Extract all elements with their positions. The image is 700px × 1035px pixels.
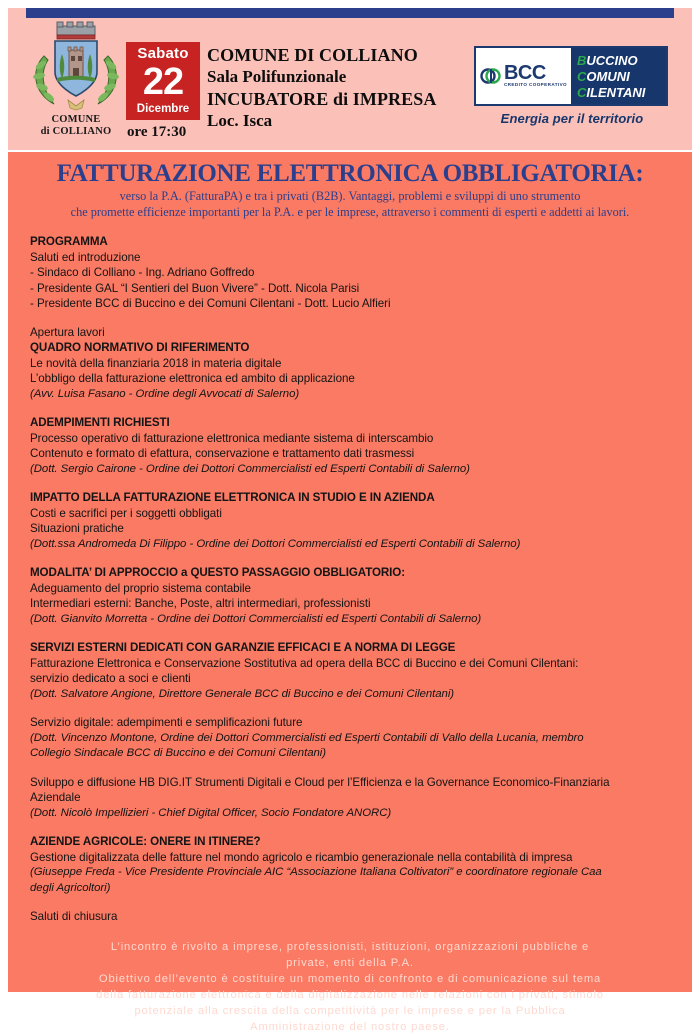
section-line: Le novità della finanziaria 2018 in materia digitale [30,356,282,370]
footer-blurb [8,939,692,1035]
section-heading: IMPATTO DELLA FATTURAZIONE ELETTRONICA IN STUDIO E IN AZIENDA [30,491,435,504]
date-month: Dicembre [136,103,190,115]
poster-header [8,8,692,150]
comune-caption [24,114,128,138]
comune-caption-line1: COMUNE [51,114,101,125]
title-zone [8,152,692,220]
section-speaker: (Dott. Nicolò Impellizieri - Chief Digital Officer, Socio Fondatore ANORC) [30,806,392,819]
sponsor-name-line1: BUCCINO [577,53,638,68]
spacer [30,627,670,640]
section-speaker: (Giuseppe Freda - Vice Presidente Provinciale AIC “Associazione Italiana Coltivatori” e coordinatore regionale Caa [30,866,602,878]
section-heading: MODALITA’ DI APPROCCIO a QUESTO PASSAGGIO OBBLIGATORIO: [30,566,405,579]
section-heading: SERVIZI ESTERNI DEDICATI CON GARANZIE EFFICACI E A NORMA DI LEGGE [30,641,456,654]
spacer [30,312,670,325]
greeting-item: - Sindaco di Colliano - Ing. Adriano Goffredo [30,266,255,279]
venue-line-3: INCUBATORE di IMPRESA [207,89,437,109]
section-speaker: (Dott. Salvatore Angione, Direttore Generale BCC di Buccino e dei Comuni Cilentani) [30,687,455,700]
footer-line: della fatturazione elettronica e della digitalizzazione nelle relazioni con i privati, stimolo [96,988,604,1001]
section-line: Fatturazione Elettronica e Conservazione Sostitutiva ad opera della BCC di Buccino e dei Comuni Cilentani: [30,656,579,670]
venue-line-4: Loc. Isca [207,111,273,130]
greeting-item: - Presidente BCC di Buccino e dei Comuni Cilentani - Dott. Lucio Alfieri [30,297,391,310]
spacer [30,552,670,565]
bcc-wordmark: BCC [503,62,546,84]
date-day-number: 22 [142,61,184,103]
section-line: Servizio digitale: adempimenti e semplificazioni future [30,716,303,729]
section-line: Contenuto e formato di efattura, conservazione e trattamento dati trasmessi [30,447,415,460]
venue-line-2: Sala Polifunzionale [207,67,347,86]
venue-block [207,44,467,132]
section-speaker: Collegio Sindacale BCC di Buccino e dei Comuni Cilentani) [30,747,326,759]
page-title: FATTURAZIONE ELETTRONICA OBBLIGATORIA: [56,160,644,187]
colliano-coat-of-arms-icon [24,20,128,114]
sponsor-logo-bcc [474,46,670,126]
spacer [30,477,670,490]
date-day-of-week: Sabato [137,45,189,62]
poster-body [8,152,692,1033]
footer-line: Amministrazione del nostro paese. [250,1020,450,1033]
sponsor-logo-box [474,46,668,106]
section-speaker: (Dott.ssa Andromeda Di Filippo - Ordine dei Dottori Commercialisti ed Esperti Contabili di Salerno) [30,537,521,550]
section-line: Gestione digitalizzata delle fatture nel mondo agricolo e ricambio generazionale nella contabilità di impresa [30,850,573,864]
section-heading: ADEMPIMENTI RICHIESTI [30,416,170,429]
section-speaker: (Dott. Gianvito Morretta - Ordine dei Dottori Commercialisti ed Esperti Contabili di Salerno) [30,612,482,625]
subtitle-line-2: che promette efficienze importanti per la P.A. e per le imprese, attraverso i commenti di esperti e addetti ai lavori. [70,205,630,219]
comune-caption-line2: di COLLIANO [40,126,112,137]
section-line: Sviluppo e diffusione HB DIG.IT Strumenti Digitali e Cloud per l’Efficienza e la Governance Economico-Finanziaria [30,775,610,789]
section-line: Intermediari esterni: Banche, Poste, altri intermediari, professionisti [30,597,371,610]
footer-line: potenziale alla crescita della competitività per le imprese e per la Pubblica [134,1004,566,1017]
section-line: servizio dedicato a soci e clienti [30,672,191,685]
sponsor-name-area [571,48,666,104]
section-line: Processo operativo di fatturazione elettronica mediante sistema di interscambio [30,431,434,445]
spacer [30,821,670,834]
program-opening-label: Apertura lavori [30,325,105,339]
section-line: Adeguamento del proprio sistema contabile [30,581,251,595]
footer-line: L’incontro è rivolto a imprese, professionisti, istituzioni, organizzazioni pubbliche e [110,940,590,953]
program-heading: PROGRAMMA [30,235,108,248]
section-line: Situazioni pratiche [30,522,124,535]
sponsor-name-line2: COMUNI [577,69,630,84]
bcc-emblem-icon [480,64,567,88]
section-heading: QUADRO NORMATIVO DI RIFERIMENTO [30,341,250,354]
event-time: ore 17:30 [127,124,187,140]
greeting-item: - Presidente GAL “I Sentieri del Buon Vivere” - Dott. Nicola Parisi [30,281,360,295]
footer-line: private, enti della P.A. [286,956,414,969]
comune-logo [24,20,128,148]
venue-line-1: COMUNE DI COLLIANO [207,45,418,65]
sponsor-name-line3: CILENTANI [577,85,646,100]
section-line: Costi e sacrifici per i soggetti obbligati [30,506,222,520]
section-speaker: (Dott. Vincenzo Montone, Ordine dei Dottori Commercialisti ed Esperti Contabili di Vallo della Lucania, membro [30,731,584,744]
section-line: L’obbligo della fatturazione elettronica ed ambito di applicazione [30,372,355,385]
subtitle-line-1: verso la P.A. (FatturaPA) e tra i privati (B2B). Vantaggi, problemi e sviluppi di uno strumento [119,189,581,203]
date-badge [126,42,200,120]
bcc-mark-area [476,48,571,104]
header-accent-bar [26,8,674,18]
section-speaker: (Avv. Luisa Fasano - Ordine degli Avvocati di Salerno) [30,387,300,400]
spacer [30,896,670,909]
program-intro-label: Saluti ed introduzione [30,250,141,264]
section-heading: AZIENDE AGRICOLE: ONERE IN ITINERE? [30,835,261,848]
section-speaker: (Dott. Sergio Cairone - Ordine dei Dottori Commercialisti ed Esperti Contabili di Salerno) [30,462,470,475]
sponsor-tagline: Energia per il territorio [500,111,644,126]
bcc-subtitle: CREDITO COOPERATIVO [503,82,568,87]
section-speaker: degli Agricoltori) [30,881,111,894]
event-date-block [126,42,206,141]
section-line: Aziendale [30,791,81,804]
program-closing-label: Saluti di chiusura [30,910,118,923]
spacer [30,402,670,415]
footer-line: Obiettivo dell’evento è costituire un momento di confronto e di comunicazione sul tema [98,972,602,985]
program-section [8,220,692,925]
spacer [30,702,670,715]
spacer [30,762,670,775]
